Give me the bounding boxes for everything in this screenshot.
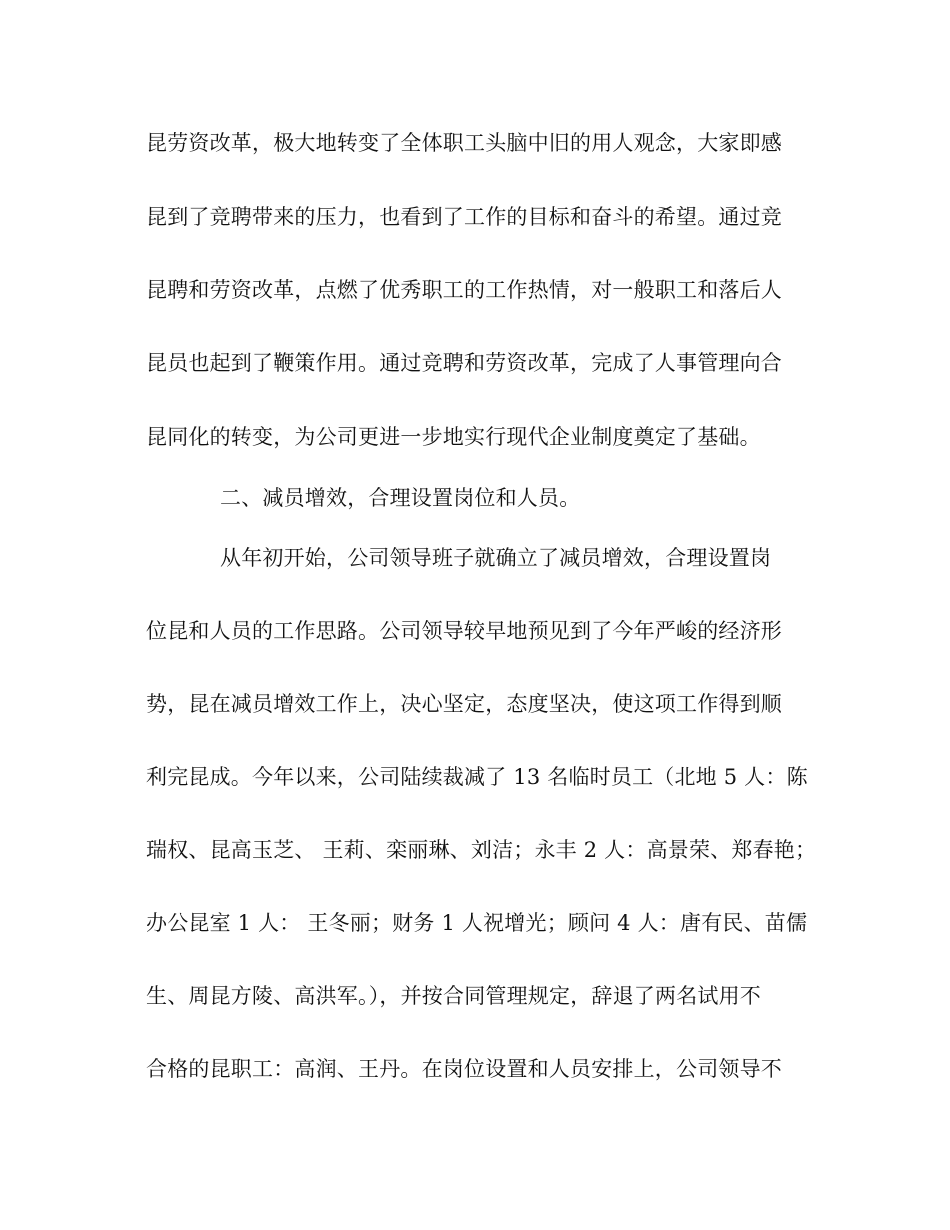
paragraph-line-9: 势，昆在减员增效工作上，决心坚定，态度坚决，使这项工作得到顺	[146, 692, 782, 716]
paragraph-line-8: 位昆和人员的工作思路。公司领导较早地预见到了今年严峻的经济形	[146, 619, 782, 643]
section-heading: 二、减员增效，合理设置岗位和人员。	[220, 486, 581, 510]
paragraph-line-3: 昆聘和劳资改革，点燃了优秀职工的工作热情，对一般职工和落后人	[146, 278, 782, 302]
paragraph-line-10: 利完昆成。今年以来，公司陆续裁减了 13 名临时员工（北地 5 人：陈	[146, 765, 808, 789]
paragraph-line-2: 昆到了竞聘带来的压力，也看到了工作的目标和奋斗的希望。通过竞	[146, 205, 782, 229]
paragraph-line-11: 瑞权、昆高玉芝、 王莉、栾丽琳、刘洁；永丰 2 人：高景荣、郑春艳；	[146, 838, 817, 862]
paragraph-line-7: 从年初开始，公司领导班子就确立了减员增效，合理设置岗	[220, 546, 772, 570]
paragraph-line-12: 办公昆室 1 人： 王冬丽；财务 1 人祝增光；顾问 4 人：唐有民、苗儒	[146, 911, 808, 935]
paragraph-line-14: 合格的昆职工：高润、王丹。在岗位设置和人员安排上，公司领导不	[146, 1057, 782, 1081]
paragraph-line-4: 昆员也起到了鞭策作用。通过竞聘和劳资改革，完成了人事管理向合	[146, 351, 782, 375]
paragraph-line-1: 昆劳资改革，极大地转变了全体职工头脑中旧的用人观念，大家即感	[146, 131, 782, 155]
paragraph-line-5: 昆同化的转变，为公司更进一步地实行现代企业制度奠定了基础。	[146, 425, 761, 449]
paragraph-line-13: 生、周昆方陵、高洪军。），并按合同管理规定，辞退了两名试用不	[146, 984, 761, 1008]
